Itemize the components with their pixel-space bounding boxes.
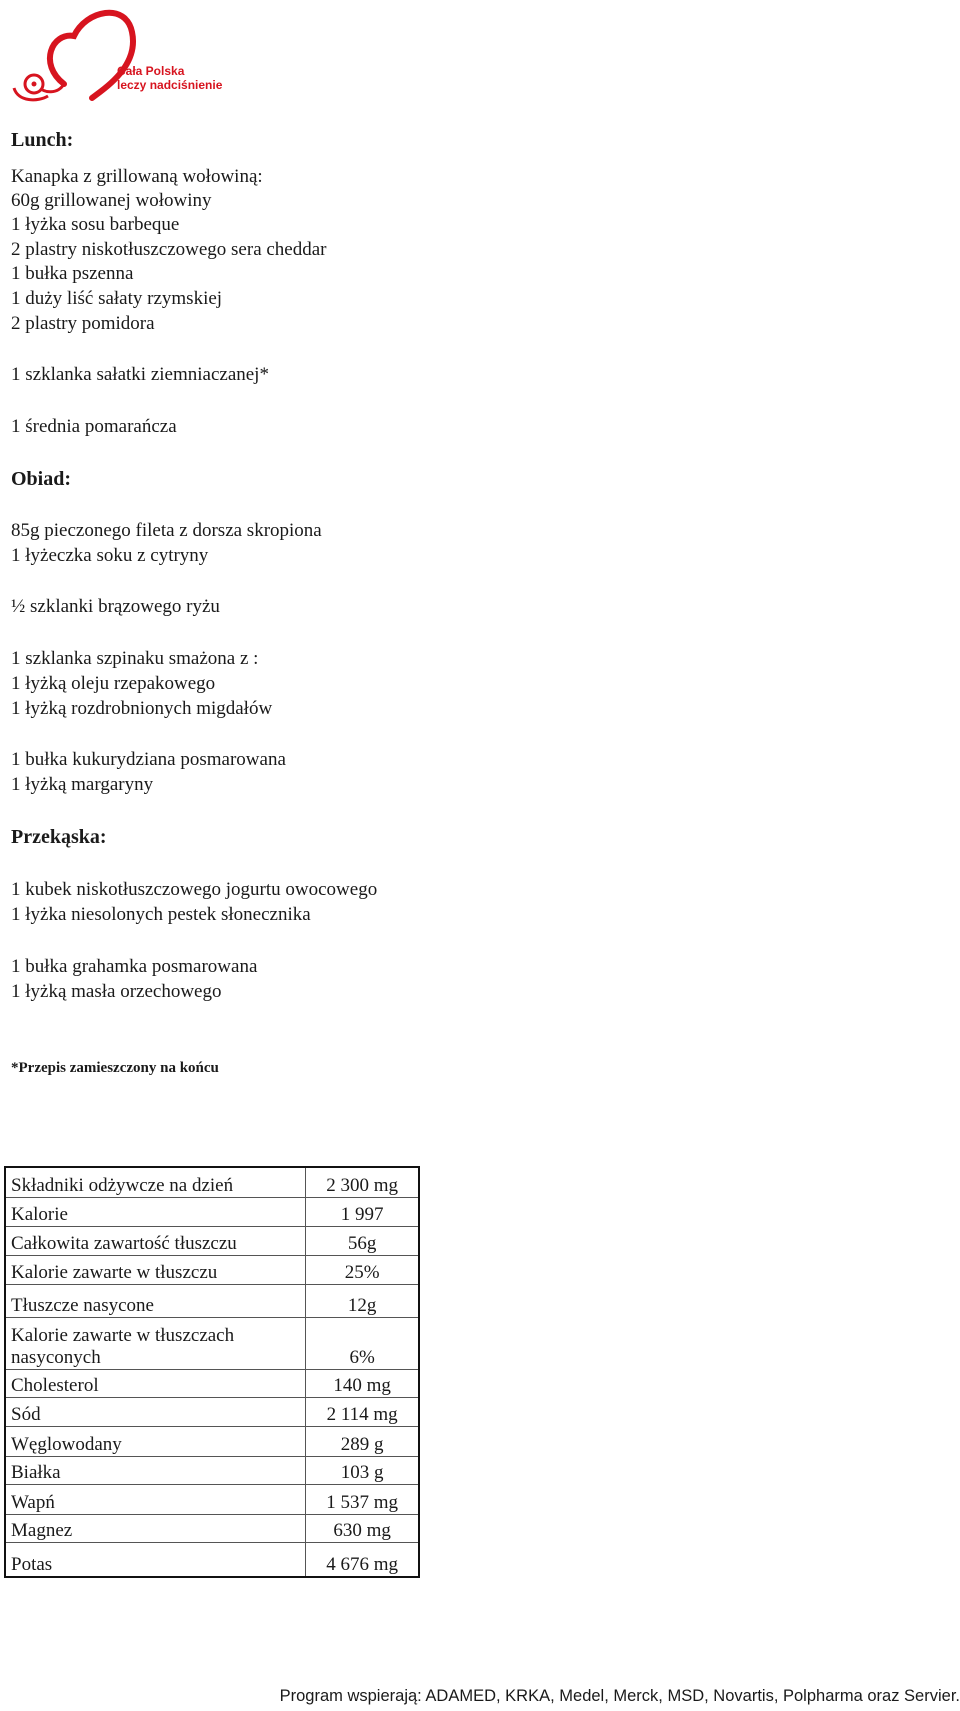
table-row: [5, 1167, 419, 1197]
nutrient-label: Magnez: [5, 1514, 306, 1542]
dinner-line: 1 łyżką margaryny: [11, 774, 154, 795]
nutrient-label: Wapń: [5, 1484, 306, 1514]
lunch-heading: Lunch:: [11, 129, 74, 151]
dinner-line: ½ szklanki brązowego ryżu: [11, 596, 220, 617]
nutrient-label: Białka: [5, 1456, 306, 1484]
nutrient-label: Kalorie zawarte w tłuszczach nasyconych: [5, 1317, 306, 1369]
dinner-line: 1 bułka kukurydziana posmarowana: [11, 749, 286, 770]
snack-heading: Przekąska:: [11, 826, 107, 848]
nutrition-table: [4, 1166, 420, 1578]
nutrient-value: 1 537 mg: [306, 1484, 419, 1514]
nutrient-label: Tłuszcze nasycone: [5, 1284, 306, 1317]
nutrient-value: 1 997: [306, 1197, 419, 1226]
table-row: [5, 1317, 419, 1369]
lunch-line: 1 bułka pszenna: [11, 263, 134, 284]
lunch-line: 1 duży liść sałaty rzymskiej: [11, 288, 223, 309]
dinner-line: 1 łyżką rozdrobnionych migdałów: [11, 698, 273, 719]
nutrient-label: Kalorie zawarte w tłuszczu: [5, 1255, 306, 1284]
snack-line: 1 łyżką masła orzechowego: [11, 981, 222, 1002]
nutrient-label: Węglowodany: [5, 1426, 306, 1456]
table-row: [5, 1197, 419, 1226]
table-row: [5, 1255, 419, 1284]
nutrient-value: 4 676 mg: [306, 1542, 419, 1577]
nutrient-label: Składniki odżywcze na dzień: [5, 1167, 306, 1197]
dinner-line: 1 łyżką oleju rzepakowego: [11, 673, 216, 694]
nutrient-label: Całkowita zawartość tłuszczu: [5, 1226, 306, 1255]
nutrient-value: 25%: [306, 1255, 419, 1284]
table-row: [5, 1542, 419, 1577]
nutrient-value: 140 mg: [306, 1369, 419, 1397]
dinner-line: 1 łyżeczka soku z cytryny: [11, 545, 209, 566]
nutrient-value: 2 114 mg: [306, 1397, 419, 1426]
logo-line-1: Cała Polska: [117, 64, 185, 78]
table-row: [5, 1514, 419, 1542]
table-row: [5, 1226, 419, 1255]
dinner-line: 85g pieczonego fileta z dorsza skropiona: [11, 520, 322, 541]
logo-text: [117, 64, 222, 92]
nutrient-value: 289 g: [306, 1426, 419, 1456]
table-row: [5, 1369, 419, 1397]
recipe-note: *Przepis zamieszczony na końcu: [11, 1060, 219, 1076]
nutrient-value: 103 g: [306, 1456, 419, 1484]
lunch-line: 60g grillowanej wołowiny: [11, 190, 212, 211]
lunch-line: 1 łyżka sosu barbeque: [11, 214, 180, 235]
dinner-line: 1 szklanka szpinaku smażona z :: [11, 648, 259, 669]
nutrient-value: 6%: [306, 1317, 419, 1369]
lunch-line: 1 szklanka sałatki ziemniaczanej*: [11, 364, 269, 385]
snack-line: 1 łyżka niesolonych pestek słonecznika: [11, 904, 311, 925]
logo: [8, 2, 223, 102]
lunch-line: 2 plastry niskotłuszczowego sera cheddar: [11, 239, 327, 260]
table-row: [5, 1284, 419, 1317]
nutrient-value: 12g: [306, 1284, 419, 1317]
lunch-line: 2 plastry pomidora: [11, 313, 155, 334]
logo-line-2: leczy nadciśnienie: [117, 78, 223, 92]
nutrient-label: Sód: [5, 1397, 306, 1426]
nutrient-value: 56g: [306, 1226, 419, 1255]
nutrient-value: 630 mg: [306, 1514, 419, 1542]
table-row: [5, 1426, 419, 1456]
table-row: [5, 1456, 419, 1484]
dinner-heading: Obiad:: [11, 468, 72, 490]
sponsors-footer: Program wspierają: ADAMED, KRKA, Medel, Merck, MSD, Novartis, Polpharma oraz Servier.: [279, 1687, 960, 1705]
table-row: [5, 1397, 419, 1426]
lunch-line: 1 średnia pomarańcza: [11, 416, 177, 437]
snack-line: 1 kubek niskotłuszczowego jogurtu owocowego: [11, 879, 378, 900]
nutrient-value: 2 300 mg: [306, 1167, 419, 1197]
nutrient-label: Cholesterol: [5, 1369, 306, 1397]
nutrient-label: Kalorie: [5, 1197, 306, 1226]
table-row: [5, 1484, 419, 1514]
lunch-line: Kanapka z grillowaną wołowiną:: [11, 166, 263, 187]
snack-line: 1 bułka grahamka posmarowana: [11, 956, 258, 977]
nutrient-label: Potas: [5, 1542, 306, 1577]
